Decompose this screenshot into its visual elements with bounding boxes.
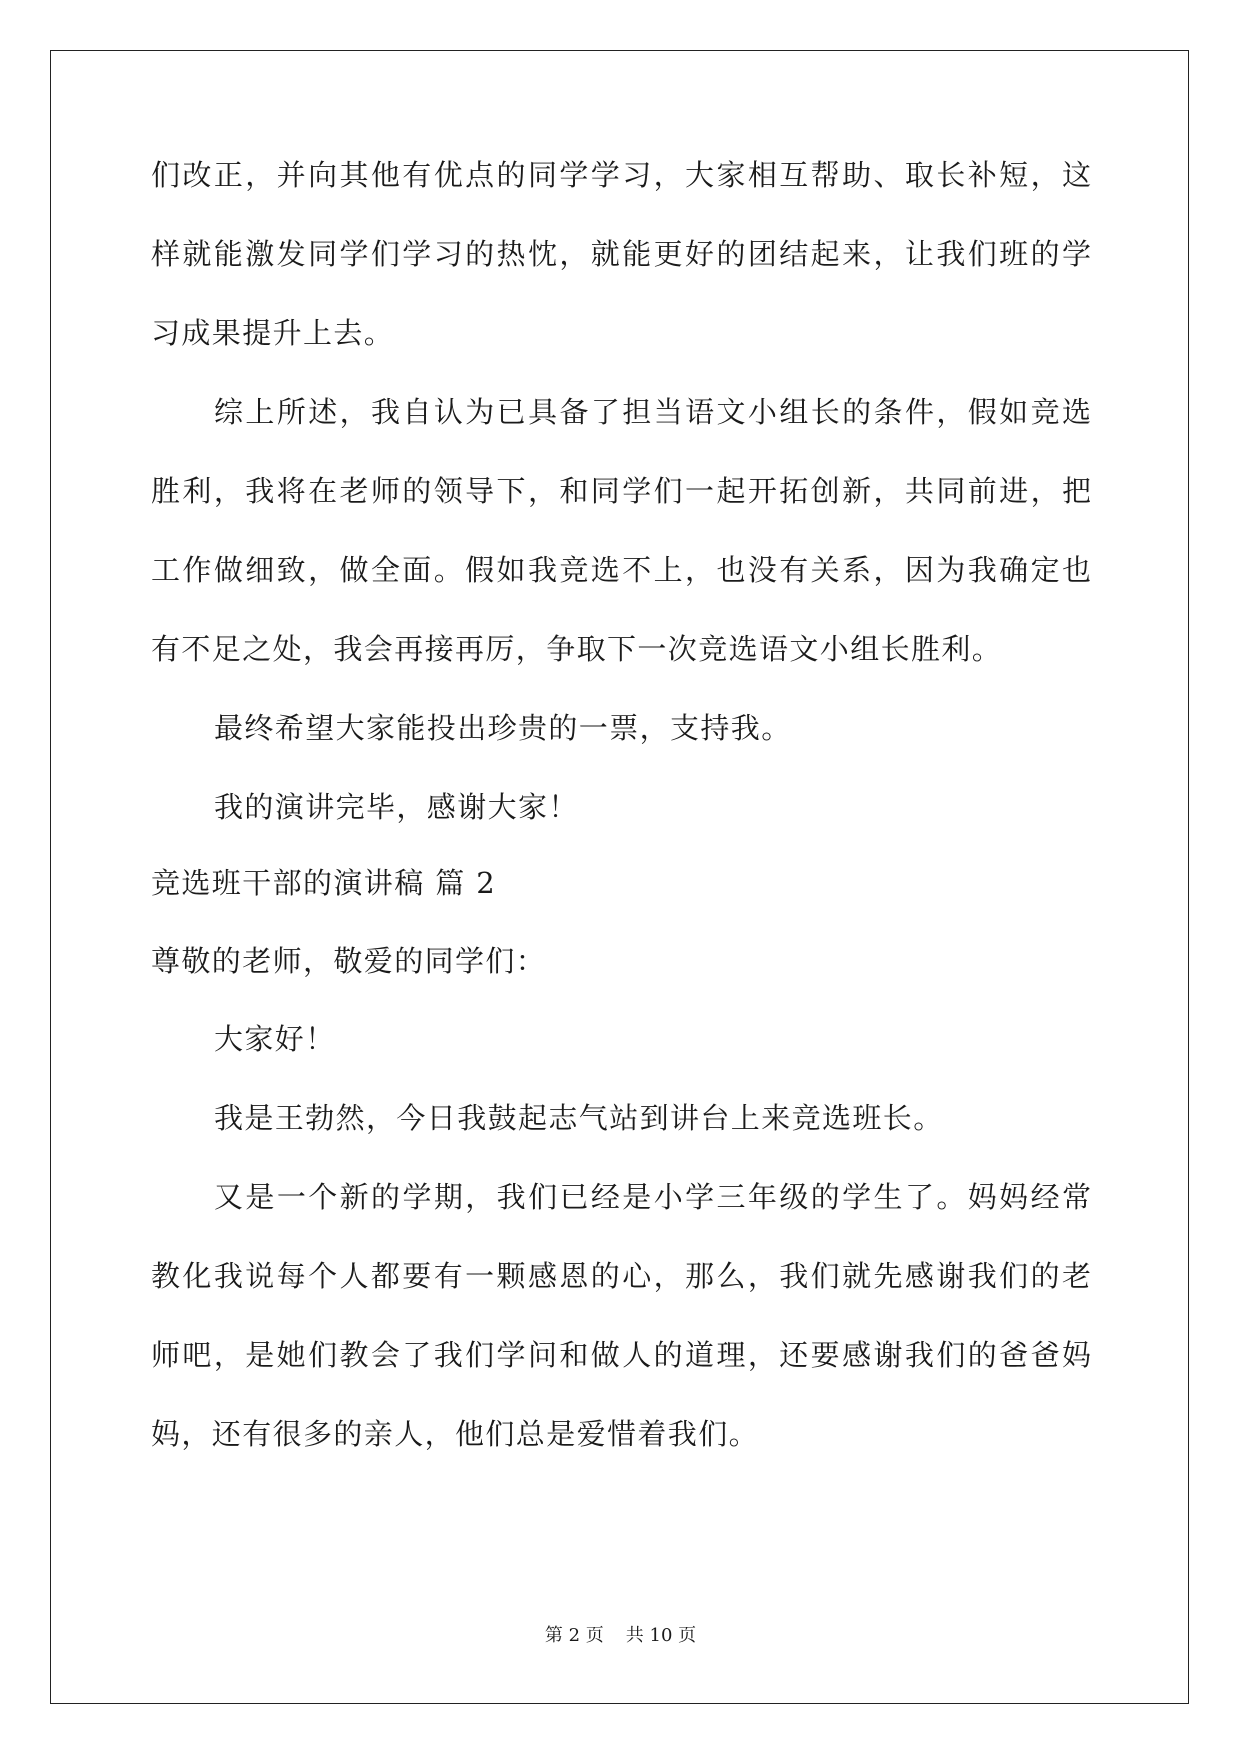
paragraph-line: 们改正，并向其他有优点的同学学习，大家相互帮助、取长补短，这 <box>151 158 1091 192</box>
paragraph-line: 综上所述，我自认为已具备了担当语文小组长的条件，假如竞选 <box>214 395 1091 429</box>
section-heading: 竞选班干部的演讲稿 篇 2 <box>151 866 497 900</box>
paragraph-line: 教化我说每个人都要有一颗感恩的心，那么，我们就先感谢我们的老 <box>151 1259 1091 1293</box>
paragraph-line: 工作做细致，做全面。假如我竞选不上，也没有关系，因为我确定也 <box>151 553 1091 587</box>
paragraph-line: 有不足之处，我会再接再厉，争取下一次竞选语文小组长胜利。 <box>151 632 1003 666</box>
paragraph-line: 胜利，我将在老师的领导下，和同学们一起开拓创新，共同前进，把 <box>151 474 1091 508</box>
paragraph-line: 样就能激发同学们学习的热忱，就能更好的团结起来，让我们班的学 <box>151 237 1091 271</box>
paragraph-line: 最终希望大家能投出珍贵的一票，支持我。 <box>214 711 792 745</box>
paragraph-line: 我的演讲完毕，感谢大家！ <box>214 790 579 824</box>
paragraph-line: 我是王勃然，今日我鼓起志气站到讲台上来竞选班长。 <box>214 1101 944 1135</box>
paragraph-line: 又是一个新的学期，我们已经是小学三年级的学生了。妈妈经常 <box>214 1180 1091 1214</box>
paragraph-line: 妈，还有很多的亲人，他们总是爱惜着我们。 <box>151 1417 760 1451</box>
page-total: 共 10 页 <box>625 1625 697 1646</box>
paragraph-line: 习成果提升上去。 <box>151 316 395 350</box>
paragraph-line: 大家好！ <box>214 1022 336 1056</box>
paragraph-line: 师吧，是她们教会了我们学问和做人的道理，还要感谢我们的爸爸妈 <box>151 1338 1091 1372</box>
page-number: 第 2 页 <box>544 1625 604 1646</box>
page-footer <box>0 1624 1241 1648</box>
salutation: 尊敬的老师，敬爱的同学们： <box>151 944 547 978</box>
